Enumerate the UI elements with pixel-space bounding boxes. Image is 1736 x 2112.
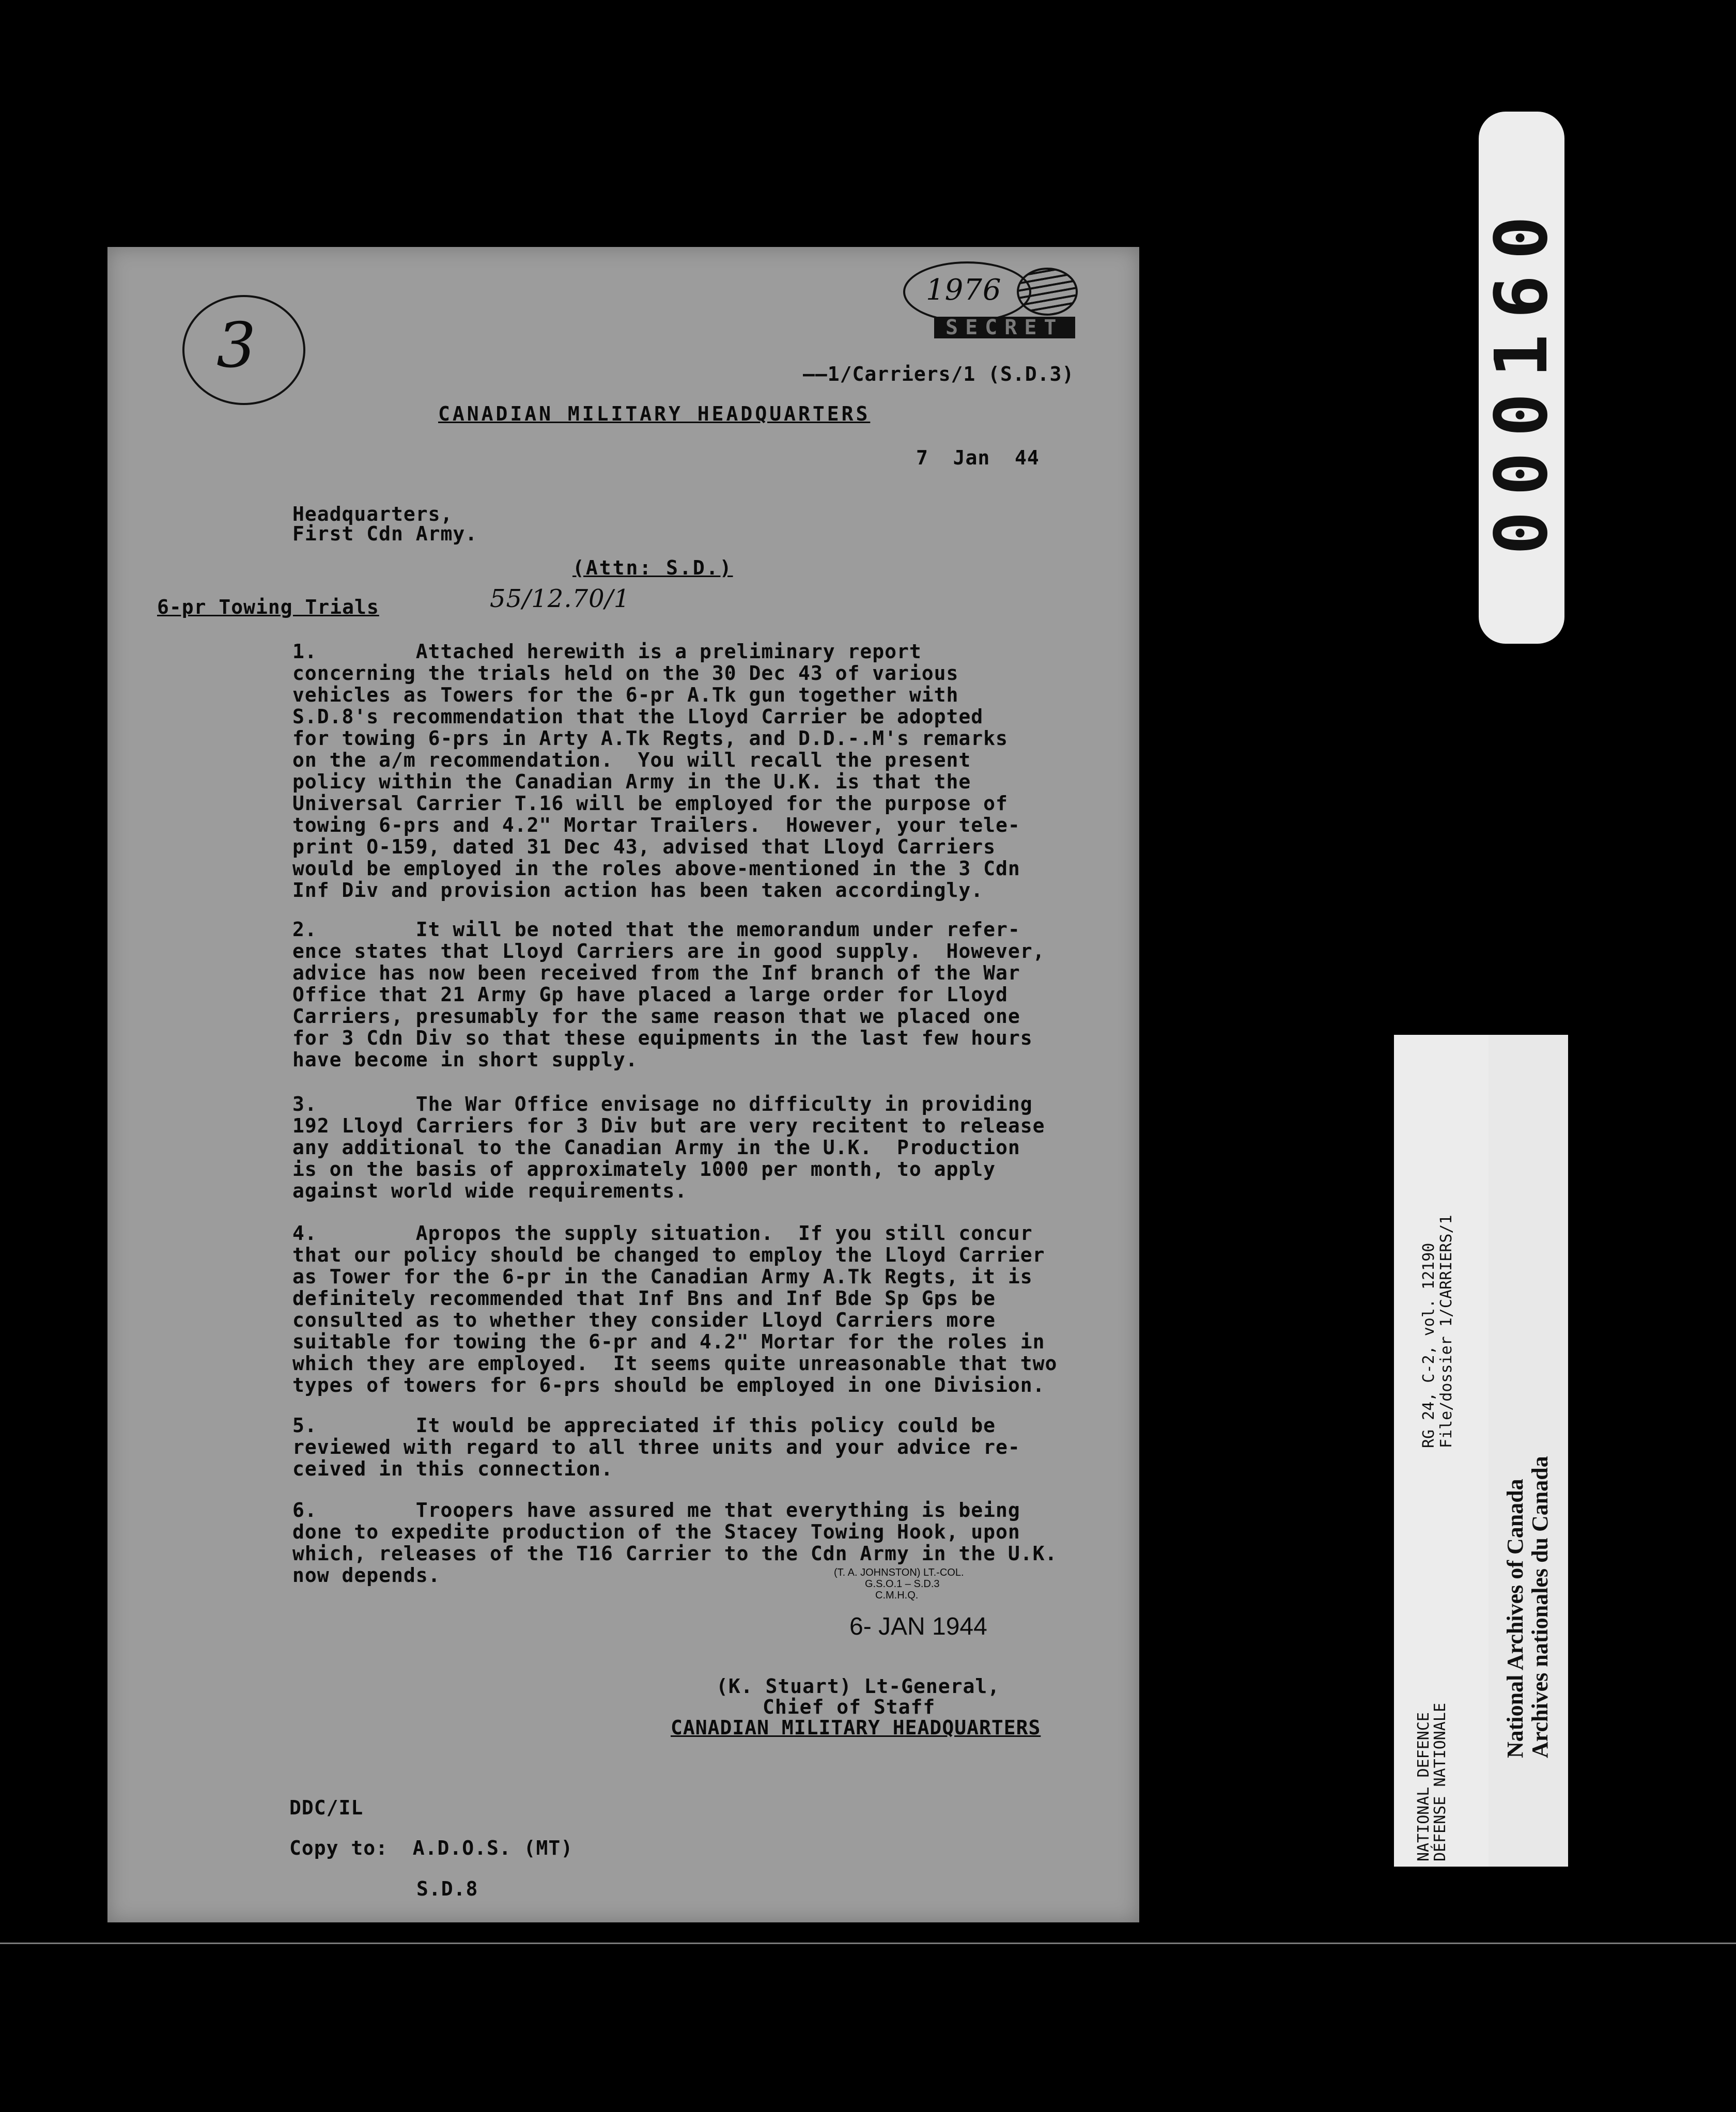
signature-org: CANADIAN MILITARY HEADQUARTERS [671, 1716, 1041, 1739]
frame-number-tab [1479, 112, 1564, 644]
classification-stamp: SECRET [934, 317, 1075, 338]
copy-to-recipient: S.D.8 [416, 1877, 478, 1900]
copy-to-line: Copy to: A.D.O.S. (MT) [289, 1837, 574, 1859]
stamp-appointment: G.S.O.1 – S.D.3 [865, 1578, 940, 1590]
stamp-date: 6- JAN 1944 [849, 1613, 987, 1640]
attention-line: (Attn: S.D.) [572, 556, 733, 579]
subject-line: 6-pr Towing Trials [157, 596, 379, 618]
department-fr: DÉFENSE NATIONALE [1431, 1702, 1449, 1861]
file-reference: ——1/Carriers/1 (S.D.3) [803, 363, 1075, 385]
archive-name-label [1489, 1035, 1568, 1867]
circled-mark [182, 295, 305, 405]
stamp-name: (T. A. JOHNSTON) LT.-COL. [834, 1567, 964, 1578]
paragraph-2: 2. It will be noted that the memorandum under refer- ence states that Lloyd Carriers are in good supply. However, advice has now been received from the Inf branch of the War Office that 21 Army Gp have placed a large order for Lloyd Carriers, presumably for the same reason that we placed one for 3 Cdn Div so that these equipments in the last few hours have become in short supply. [292, 918, 1045, 1071]
file-number-handwritten: 1976 [926, 273, 1002, 307]
letter-date: 7 Jan 44 [916, 446, 1040, 469]
archive-ref-line2: File/dossier 1/CARRIERS/1 [1437, 1215, 1455, 1448]
frame-number: 000160 [1479, 200, 1564, 555]
reference-initials: DDC/IL [289, 1796, 364, 1819]
struck-circle [1017, 268, 1078, 316]
paragraph-1: 1. Attached herewith is a preliminary report concerning the trials held on the 30 Dec 43 of various vehicles as Towers for the 6-pr A.Tk gun together with S.D.8's recommendation that the Lloyd Carrier be adopted for towing 6-prs in Arty A.Tk Regts, and D.D.-.M's remarks on the a/m recommendation. You will recall the present policy within the Canadian Army in the U.K. is that the Universal Carrier T.16 will be employed for the purpose of towing 6-prs and 4.2" Mortar Trailers. However, your tele- print O-159, dated 31 Dec 43, advised that Lloyd Carriers would be employed in the roles above-mentioned in the 3 Cdn Inf Div and provision action has been taken accordingly. [292, 640, 1020, 902]
file-number-circle [903, 261, 1031, 322]
paragraph-5: 5. It would be appreciated if this policy could be reviewed with regard to all three units and your advice re- ceived in this connection. [292, 1414, 1020, 1480]
frame-divider-line [0, 1943, 1736, 1944]
circled-mark-text: 3 [216, 310, 257, 382]
addressee-line2: First Cdn Army. [292, 522, 478, 545]
signature-title: Chief of Staff [763, 1696, 936, 1718]
paragraph-4: 4. Apropos the supply situation. If you still concur that our policy should be changed to employ the Lloyd Carrier as Tower for the 6-pr in the Canadian Army A.Tk Regts, it is definitely recommended that Inf Bns and Inf Bde Sp Gps be consulted as to whether they consider Lloyd Carriers more suitable for towing the 6-pr and 4.2" Mortar for the roles in which they are employed. It seems quite unreasonable that two types of towers for 6-prs should be employed in one Division. [292, 1222, 1058, 1396]
addressee-line1: Headquarters, [292, 503, 453, 525]
paragraph-6: 6. Troopers have assured me that everything is being done to expedite production of the Stacey Towing Hook, upon which, releases of the T16 Carrier to the Cdn Army in the U.K. now depends. [292, 1499, 1058, 1587]
document-page [107, 247, 1139, 1922]
archive-ref-line1: RG 24, C-2, vol. 12190 [1420, 1243, 1438, 1448]
department-en: NATIONAL DEFENCE [1415, 1712, 1433, 1861]
stamp-unit: C.M.H.Q. [875, 1590, 919, 1601]
handwritten-reference: 55/12.70/1 [490, 584, 630, 613]
org-heading: CANADIAN MILITARY HEADQUARTERS [438, 402, 871, 425]
archive-name-fr: Archives nationales du Canada [1527, 1456, 1553, 1758]
archive-name-en: National Archives of Canada [1502, 1479, 1528, 1758]
signature-name: (K. Stuart) Lt-General, [716, 1675, 1000, 1698]
archive-reference-label [1394, 1035, 1489, 1867]
paragraph-3: 3. The War Office envisage no difficulty in providing 192 Lloyd Carriers for 3 Div but are very recitent to release any additional to the Canadian Army in the U.K. Production is on the basis of approximately 1000 per month, to apply against world wide requirements. [292, 1093, 1045, 1202]
